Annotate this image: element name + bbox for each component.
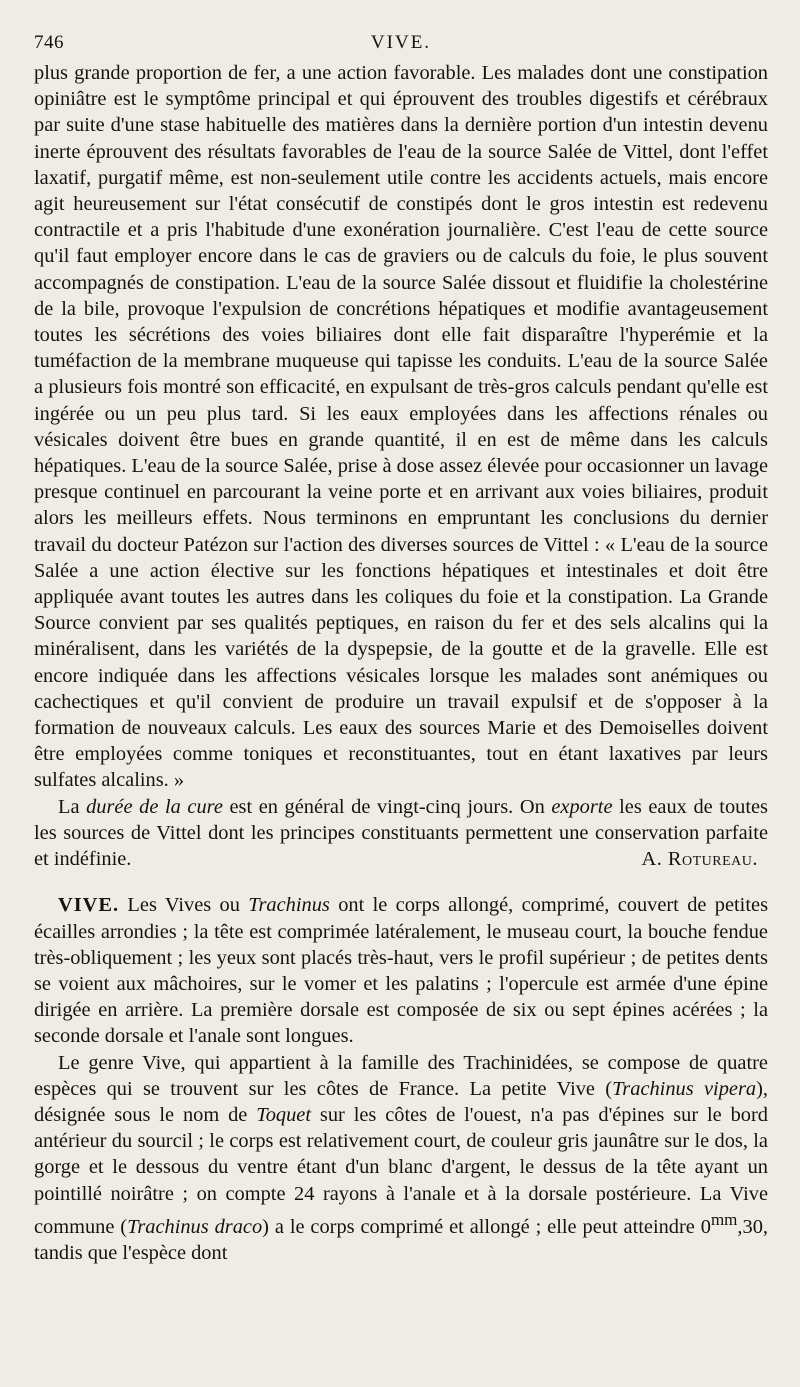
vive-p2-text-b: ), désignée sous le nom de	[34, 1077, 768, 1126]
author-signature: A. Rotureau.	[641, 848, 758, 871]
running-title: VIVE.	[370, 32, 432, 53]
vive-p2-italic-toquet: Toquet	[256, 1103, 312, 1126]
vive-p2-text-c: sur les côtes de l'ouest, n'a pas d'épines sur le bord antérieur du sourcil ; le corps est relativement court, de couleur gris jaunâtre sur le dos, la gorge et le dessous du ventre étant d'un blanc d'argent, le dessus de la tête ayant un pointillé noirâtre ; on compte 24 rayons à l'anale et à la dorsale postérieure. La Vive commune (	[34, 1103, 768, 1238]
vittel-paragraph-2	[34, 794, 768, 873]
vive-p2-italic-draco: Trachinus draco	[127, 1215, 263, 1238]
vive-entry	[34, 892, 768, 1266]
vive-p2-text-a: Le genre Vive, qui appartient à la famille des Trachinidées, se compose de quatre espèces qui se trouvent sur les côtes de France. La petite Vive (	[34, 1051, 768, 1100]
vive-p2-text-d: ) a le corps comprimé et allongé ; elle peut atteindre 0	[262, 1215, 711, 1238]
vive-p2-superscript-mm: mm	[710, 1209, 738, 1229]
page-body	[34, 60, 768, 1266]
vittel-p2-text-c: les eaux de toutes les sources de Vittel dont les principes constituants permettent une conservation parfaite et indéfinie.	[34, 795, 768, 871]
vittel-p2-italic-exporte: exporte	[551, 795, 613, 818]
vive-p1-italic-trachinus: Trachinus	[248, 894, 330, 917]
vittel-p2-text-b: est en général de vingt-cinq jours. On	[222, 795, 552, 818]
page-number: 746	[34, 32, 64, 53]
page-header	[34, 26, 768, 60]
vive-p1-text-a: Les Vives ou	[119, 894, 249, 917]
vive-p2-italic-vipera: Trachinus vipera	[612, 1077, 757, 1100]
entry-headword: VIVE.	[58, 894, 120, 917]
vive-paragraph-1	[34, 892, 768, 1049]
vive-p2-text-e: ,30, tandis que l'espèce dont	[34, 1215, 768, 1264]
vive-p1-text-b: ont le corps allongé, comprimé, couvert de petites écailles arrondies ; la tête est comprimée latéralement, le museau court, la bouche fendue très-obliquement ; les yeux sont placés très-haut, vers le profil supérieur ; de petites dents se voient aux mâchoires, sur le vomer et les palatins ; l'opercule est armée d'une épine dirigée en arrière. La première dorsale est composée de six ou sept épines acérées ; la seconde dorsale et l'anale sont longues.	[34, 894, 768, 1048]
vittel-p2-text-a: La	[58, 795, 87, 818]
vittel-paragraph-1: plus grande proportion de fer, a une action favorable. Les malades dont une constipation opiniâtre est le symptôme principal et qui éprouvent des troubles digestifs et cérébraux par suite d'une stase habituelle des matières dans la dernière portion d'un intestin devenu inerte éprouvent des résultats favorables de l'eau de la source Salée de Vittel, dont l'effet laxatif, purgatif même, est non-seulement utile contre les accidents actuels, mais encore agit heureusement sur l'état consécutif de constipés dont le gros intestin est redevenu contractile et a pris l'habitude d'une exonération journalière. C'est l'eau de cette source qu'il faut employer encore dans le cas de graviers ou de calculs du foie, le plus souvent accompagnés de constipation. L'eau de la source Salée dissout et fluidifie la cholestérine de la bile, provoque l'expulsion de concrétions hépatiques et modifie avantageusement toutes les sécrétions des voies biliaires dont elle fait disparaître l'hyperémie et la tuméfaction de la membrane muqueuse qui tapisse les conduits. L'eau de la source Salée a plusieurs fois montré son efficacité, en expulsant de très-gros calculs pendant qu'elle est ingérée ou un peu plus tard. Si les eaux employées dans les affections rénales ou vésicales doivent être bues en grande quantité, il en est de même dans les calculs hépatiques. L'eau de la source Salée, prise à dose assez élevée pour occasionner un lavage presque continuel en parcourant la veine porte et en arrivant aux voies biliaires, produit alors les meilleurs effets. Nous terminons en empruntant les conclusions du dernier travail du docteur Patézon sur l'action des diverses sources de Vittel : « L'eau de la source Salée a une action élective sur les fonctions hépatiques et intestinales et doit être appliquée avant toutes les autres dans les coliques du foie et la constipation. La Grande Source convient par ses qualités peptiques, en raison du fer et des sels alcalins qui la minéralisent, dans les variétés de la dyspepsie, de la goutte et de la gravelle. Elle est encore indiquée dans les affections vésicales lorsque les malades sont anémiques ou cachectiques et qu'il convient de produire un travail expulsif et de s'opposer à la formation de nouveaux calculs. Les eaux des sources Marie et des Demoiselles doivent être employées comme toniques et reconstituantes, tout en étant laxatives par leurs sulfates alcalins. »	[34, 62, 769, 792]
vittel-p2-italic-duree: durée de la cure	[86, 795, 223, 818]
vive-paragraph-2	[34, 1050, 768, 1266]
